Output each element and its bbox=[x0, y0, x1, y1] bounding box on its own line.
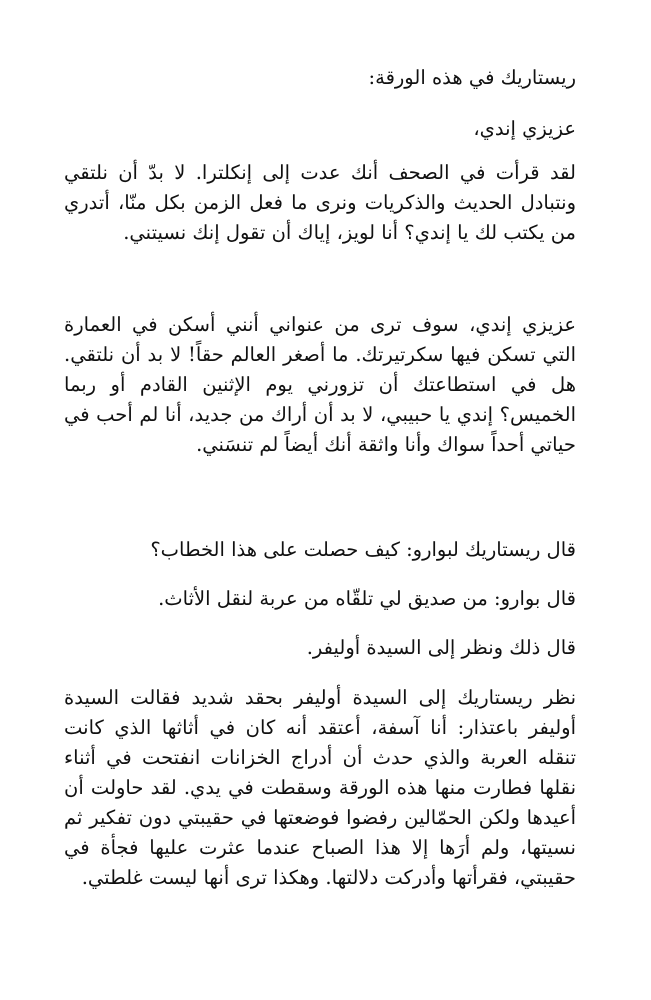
paragraph-oliver-apology: نظر ريستاريك إلى السيدة أوليفر بحقد شديد فقالت السيدة أوليفر باعتذار: أنا آسفة، أعتقد أنه كان في أثاثها الذي كانت تنقله العربة والذي حدث أن أدراج الخزانات انفتحت في أثناء نقلها فطارت منها هذه الورقة وسقطت في يدي. لقد حاولت أن أعيدها ولكن الحمّالين رفضوا فوضعتها في حقيبتي دون تفكير ثم نسيتها، ولم أرَها إلا هذا الصباح عندما عثرت عليها فجأة في حقيبتي، فقرأتها وأدركت دلالتها. وهكذا ترى أنها ليست غلطتي. bbox=[64, 686, 576, 889]
paragraph-greeting: عزيزي إندي، bbox=[473, 117, 576, 140]
paragraph-restarick-question: قال ريستاريك لبوارو: كيف حصلت على هذا الخطاب؟ bbox=[150, 538, 576, 561]
paragraph-letter-first: لقد قرأت في الصحف أنك عدت إلى إنكلترا. لا بدّ أن نلتقي ونتبادل الحديث والذكريات ونرى ما فعل الزمن بكل منّا، أتدري من يكتب لك يا إندي؟ أنا لويز، إياك أن تقول إنك نسيتني. bbox=[64, 161, 576, 244]
paragraph-poirot-answer: قال بوارو: من صديق لي تلقّاه من عربة لنقل الأثاث. bbox=[158, 587, 576, 610]
paragraph-looked-at-oliver: قال ذلك ونظر إلى السيدة أوليفر. bbox=[306, 636, 576, 659]
paragraph-intro: ريستاريك في هذه الورقة: bbox=[368, 66, 576, 89]
paragraph-letter-second: عزيزي إندي، سوف ترى من عنواني أنني أسكن في العمارة التي تسكن فيها سكرتيرتك. ما أصغر العالم حقاً! لا بد أن نلتقي. هل في استطاعتك أن تزورني يوم الإثنين القادم أو ربما الخميس؟ إندي يا حبيبي، لا بد أن أراك من جديد، أنا لم أحب في حياتي أحداً سواك وأنا واثقة أنك أيضاً لم تنسَني. bbox=[64, 313, 576, 456]
